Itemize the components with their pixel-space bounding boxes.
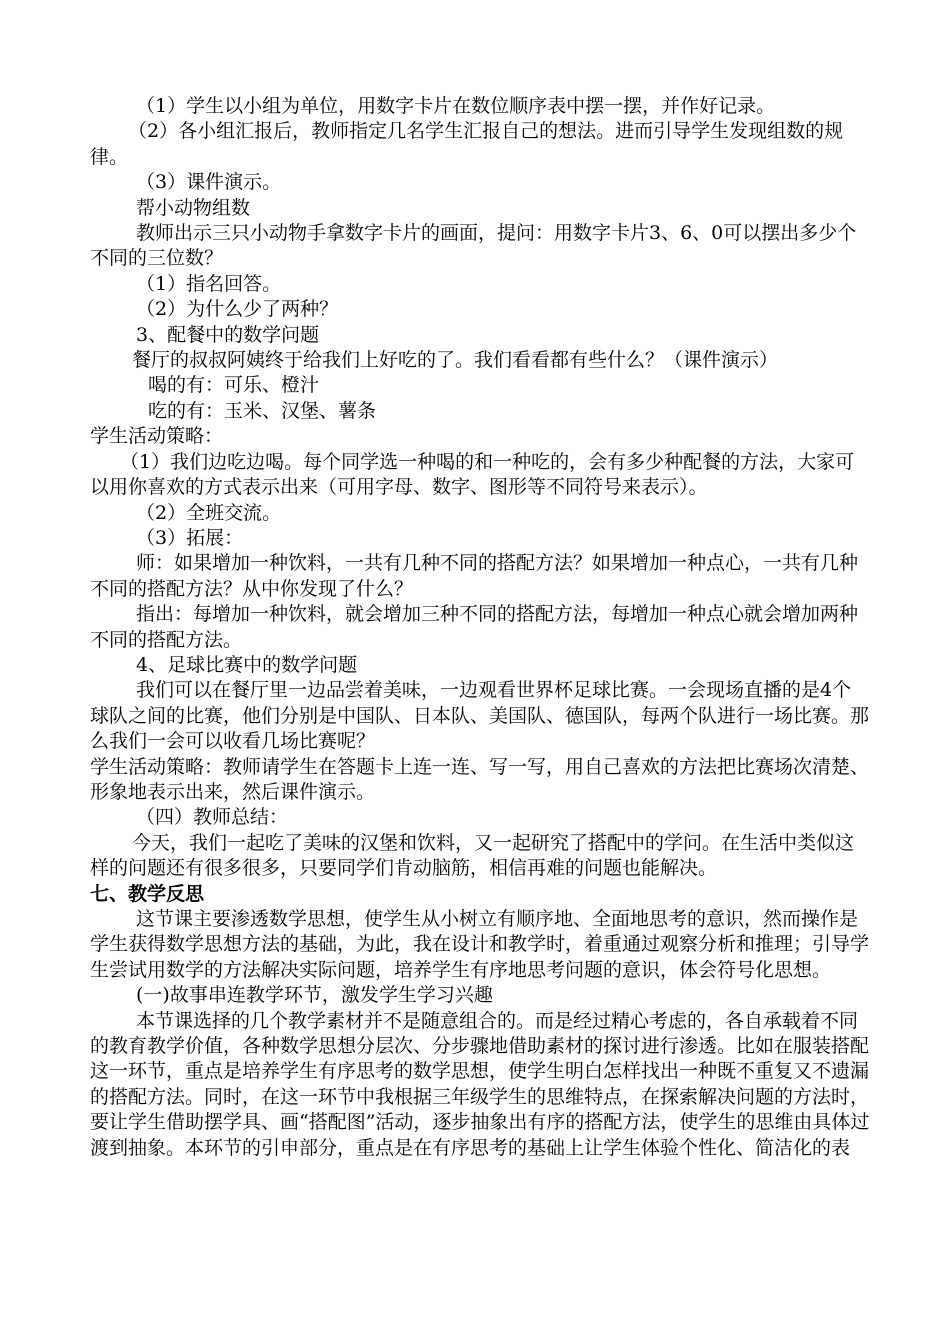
paragraph: 吃的有：玉米、汉堡、薯条 [148,399,377,422]
paragraph: 喝的有：可乐、橙汁 [148,374,320,397]
paragraph: 师：如果增加一种饮料，一共有几种不同的搭配方法？如果增加一种点心，一共有几种不同的搭配方法？从中你发现了什么？ [90,552,859,600]
paragraph: （1）指名回答。 [136,272,282,295]
paragraph: （2）全班交流。 [136,501,282,524]
paragraph: 帮小动物组数 [136,196,251,219]
paragraph: 今天，我们一起吃了美味的汉堡和饮料，又一起研究了搭配中的学问。在生活中类似这样的问题还有很多很多，只要同学们肯动脑筋，相信再难的问题也能解决。 [90,831,855,880]
paragraph: （3）拓展： [136,526,244,549]
paragraph: 学生活动策略：教师请学生在答题卡上连一连、写一写，用自己喜欢的方法把比赛场次清楚、形象地表示出来，然后课件演示。 [90,755,870,803]
paragraph: 指出：每增加一种饮料，就会增加三种不同的搭配方法，每增加一种点心就会增加两种不同的搭配方法。 [90,603,859,651]
document-page [90,94,870,1161]
section-heading: 4、足球比赛中的数学问题 [136,653,358,676]
paragraph: 餐厅的叔叔阿姨终于给我们上好吃的了。我们看看都有些什么？（课件演示） [132,349,779,372]
paragraph: 这节课主要渗透数学思想，使学生从小树立有顺序地、全面地思考的意识，然而操作是学生获得数学思想方法的基础，为此，我在设计和教学时，着重通过观察分析和推理；引导学生尝试用数学的方法解决实际问题，培养学生有序地思考问题的意识，体会符号化思想。 [90,908,870,981]
paragraph: 教师出示三只小动物手拿数字卡片的画面，提问：用数字卡片3、6、0可以摆出多少个不同的三位数？ [90,222,857,270]
paragraph: （2）各小组汇报后，教师指定几名学生汇报自己的想法。进而引导学生发现组数的规律。 [90,120,844,168]
paragraph: 学生活动策略： [90,425,224,448]
paragraph: （3）课件演示。 [136,171,282,194]
paragraph: （四）教师总结： [136,806,289,829]
paragraph: （1）学生以小组为单位，用数字卡片在数位顺序表中摆一摆，并作好记录。 [136,95,776,117]
section-heading: 3、配餐中的数学问题 [136,323,320,346]
section-heading: (一)故事串连教学环节，激发学生学习兴趣 [136,984,493,1007]
chapter-heading: 七、教学反思 [90,882,205,905]
paragraph: 本节课选择的几个教学素材并不是随意组合的。而是经过精心考虑的，各自承载着不同的教育教学价值，各种数学思想分层次、分步骤地借助素材的探讨进行渗透。比如在服装搭配这一环节，重点是培养学生有序思考的数学思想，使学生明白怎样找出一种既不重复又不遗漏的搭配方法。同时，在这一环节中我根据三年级学生的思维特点，在探索解决问题的方法时，要让学生借助摆学具、画“搭配图”活动，逐步抽象出有序的搭配方法，使学生的思维由具体过渡到抽象。本环节的引申部分，重点是在有序思考的基础上让学生体验个性化、简洁化的表 [90,1009,870,1159]
paragraph: 我们可以在餐厅里一边品尝着美味，一边观看世界杯足球比赛。一会现场直播的是4个球队之间的比赛，他们分别是中国队、日本队、美国队、德国队，每两个队进行一场比赛。那么我们一会可以收看几场比赛呢？ [90,679,870,753]
paragraph: （1）我们边吃边喝。每个同学选一种喝的和一种吃的，会有多少种配餐的方法，大家可以用你喜欢的方式表示出来（可用字母、数字、图形等不同符号来表示）。 [90,450,855,499]
paragraph: （2）为什么少了两种？ [136,298,339,321]
